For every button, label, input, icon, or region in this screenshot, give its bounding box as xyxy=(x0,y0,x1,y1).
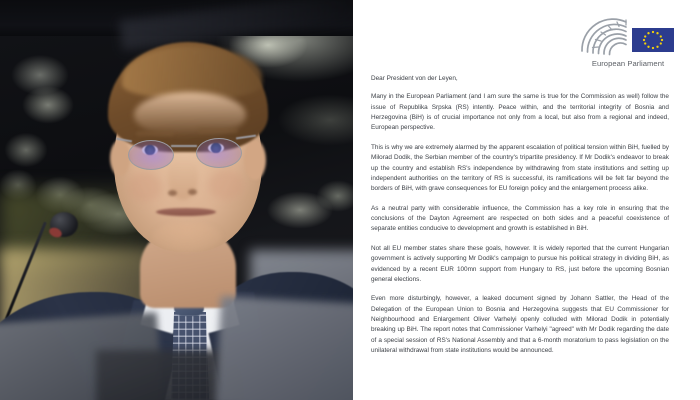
foreground-monitor-right xyxy=(215,296,353,400)
letter-document xyxy=(353,0,700,400)
letter-paragraph: As a neutral party with considerable influence, the Commission has a key role in ensuring that the conclusions of the Dayton Agreement are respected on both sides and a peaceful coexistence of separate entities conducive to development and growth is established in BiH. xyxy=(371,204,669,233)
letterhead-caption: European Parliament xyxy=(591,59,665,68)
subject-ear-right xyxy=(244,140,266,180)
eyeglasses-bridge xyxy=(171,145,197,147)
eyeglasses-lens-right xyxy=(196,138,242,168)
subject-eyebrow-right xyxy=(198,128,238,133)
subject-eyebrow-left xyxy=(136,131,174,136)
subject-cheek-right xyxy=(208,170,244,200)
letterhead xyxy=(578,18,678,68)
subject-cheek-left xyxy=(128,172,162,202)
letter-paragraph: Not all EU member states share these goals, however. It is widely reported that the current Hungarian government is actively supporting Mr Dodik's campaign to pursue his political strategy in dividing BiH, as evidenced by a recent EUR 100mn support from Hungary to RS, just before the upcoming Bosnian general elections. xyxy=(371,244,669,283)
subject-ear-left xyxy=(110,140,130,176)
subject-nostril-right xyxy=(188,189,197,195)
letter-paragraph: Many in the European Parliament (and I am sure the same is true for the Commission as well) follow the issue of Republika Srpska (RS) intently. Peace within, and the territorial integrity of Bosnia and Herzegovina (BiH) is of crucial importance not only from a local, but also from a regional and indeed, European perspective. xyxy=(371,93,669,132)
letter-salutation: Dear President von der Leyen, xyxy=(371,75,458,82)
subject-chin xyxy=(152,222,222,252)
letter-paragraph: This is why we are extremely alarmed by the apparent escalation of political tension within BiH, fuelled by Milorad Dodik, the Serbian member of the country's tripartite presidency. If Mr Dodik's endeavor to break up the country and establish RS's independence by withdrawing from state institutions and setting up independent authorities on the territory of RS is successful, its ramifications will be felt far beyond the borders of BiH, with grave consequences for EU foreign policy and the enlargement process alike. xyxy=(371,143,669,193)
eyeglasses-lens-left xyxy=(128,140,174,170)
subject-mouth xyxy=(156,208,216,216)
subject-nostril-left xyxy=(168,190,177,196)
letter-paragraph: Even more disturbingly, however, a leaked document signed by Johann Sattler, the Head of the Delegation of the European Union to Bosnia and Herzegovina suggests that EU Commissioner for Neighbourhood and Enlargement Oliver Varhelyi openly colluded with Milorad Dodik in potentially breaking up BiH. The report notes that Commissioner Varhelyi "agreed" with Mr Dodik regarding the date of a special session of RS's National Assembly and that a 6-month moratorium to pass legislation on the unilateral withdrawal from state institutions would be announced. xyxy=(371,295,669,355)
letter-body xyxy=(371,74,669,357)
european-parliament-logo xyxy=(578,18,678,58)
